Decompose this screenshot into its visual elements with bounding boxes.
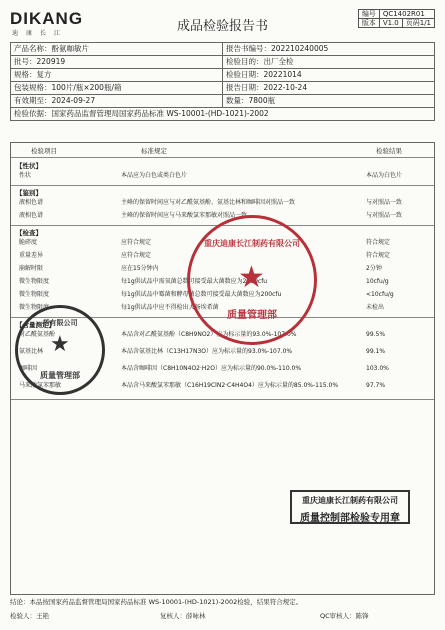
item-name: 崩解时限: [19, 265, 44, 272]
result-value: 符合规定: [366, 252, 391, 259]
company-seal-stamp: [187, 215, 317, 345]
info-cell: 数量：7800瓶: [223, 95, 435, 108]
standard-text: 每1g供试品中应不得检出大肠埃希菌: [121, 304, 219, 311]
standard-text: 每1g供试品中需氧菌总数可接受最大菌数应为2000cfu: [121, 278, 268, 285]
logo-subtitle: 迪康长江: [12, 30, 69, 37]
item-name: 对乙酰氨基酚: [19, 331, 56, 338]
info-cell: 有效期至：2024-09-27: [11, 95, 223, 108]
result-value: 10cfu/g: [366, 278, 389, 285]
item-name: 微生物限度: [19, 291, 50, 298]
standard-text: 应在15分钟内: [121, 265, 159, 272]
seal-subtext: 质量管理部: [227, 310, 277, 321]
rect-stamp-line: 质量控制部检验专用章: [300, 513, 400, 524]
document-meta: [358, 9, 435, 28]
standard-text: 主峰的保留时间应与马来酸氯苯那敏对照品一致: [121, 212, 248, 219]
standard-text: 应符合规定: [121, 239, 152, 246]
item-name: 脆碎度: [19, 239, 38, 246]
report-header: [10, 9, 435, 39]
result-value: 未检出: [366, 304, 385, 311]
department-seal-stamp: [15, 305, 105, 395]
standard-text: 每1g供试品中霉菌和酵母菌总数可接受最大菌数应为200cfu: [121, 291, 282, 298]
meta-value: QC1402R01: [379, 10, 434, 19]
info-cell: 包装规格：100片/瓶×200瓶/箱: [11, 82, 223, 95]
item-name: 氨基比林: [19, 348, 44, 355]
result-value: 97.7%: [366, 382, 386, 389]
approver-name: QC审核人：陈锋: [320, 612, 369, 620]
info-cell: 报告日期：2022-10-24: [223, 82, 435, 95]
info-cell: 检验目的：出厂全检: [223, 56, 435, 69]
standard-text: 本品含咖啡因（C8H10N4O2·H2O）应为标示量的90.0%-110.0%: [121, 365, 302, 372]
meta-value: V1.0: [379, 19, 402, 28]
divider: [11, 157, 434, 158]
item-name: 微生物限度: [19, 278, 50, 285]
seal-subtext: 质量管理部: [40, 371, 80, 380]
info-cell: 检验依据：国家药品监督管理局国家药品标准 WS-10001-(HD-1021)-2002: [11, 108, 435, 121]
seal-text: 重庆迪康长江制药有限公司: [204, 239, 300, 248]
reviewer-name: 复核人：薛咏林: [160, 612, 206, 620]
standard-text: 应符合规定: [121, 252, 152, 259]
rect-stamp-line: 重庆迪康长江制药有限公司: [302, 496, 398, 505]
item-name: 性状: [19, 172, 32, 179]
result-value: 99.1%: [366, 348, 386, 355]
info-cell: 产品名称：酚氨咖敏片: [11, 43, 223, 56]
result-value: 符合规定: [366, 239, 391, 246]
divider: [11, 399, 434, 400]
column-header: 检验项目: [31, 147, 57, 155]
result-value: <10cfu/g: [366, 291, 394, 298]
info-cell: 报告书编号：202210240005: [223, 43, 435, 56]
standard-text: 本品含对乙酰氨基酚（C8H9NO2）应为标示量的93.0%-107.0%: [121, 331, 297, 338]
result-value: 99.5%: [366, 331, 386, 338]
divider: [11, 185, 434, 186]
standard-text: 本品含氨基比林（C13H17N3O）应为标示量的93.0%-107.0%: [121, 348, 293, 355]
item-name: 液相色谱: [19, 199, 44, 206]
item-name: 微生物限度: [19, 304, 50, 311]
conclusion-text: 结论：本品按国家药品监督管理局国家药品标准 WS-10001-(HD-1021)-2002检验，结果符合规定。: [10, 598, 303, 606]
section-header: 【性状】: [16, 162, 42, 170]
standard-text: 本品应为白色或类白色片: [121, 172, 188, 179]
standard-text: 本品含马来酸氯苯那敏（C16H19ClN2·C4H4O4）应为标示量的85.0%-115.0%: [121, 382, 339, 389]
logo-mark: DIKANG: [10, 9, 84, 28]
item-name: 马来酸氯苯那敏: [19, 382, 62, 389]
info-cell: 检验日期：20221014: [223, 69, 435, 82]
star-icon: ★: [50, 332, 70, 357]
info-cell: 规格：复方: [11, 69, 223, 82]
item-name: 咖啡因: [19, 365, 38, 372]
standard-text: 主峰的保留时间应与对乙酰氨基酚、氨基比林和咖啡因对照品一致: [121, 199, 296, 206]
meta-label: 版本: [358, 19, 379, 28]
result-value: 103.0%: [366, 365, 389, 372]
report-title: 成品检验报告书: [176, 19, 268, 34]
column-header: 检验结果: [376, 147, 402, 155]
section-header: 【鉴别】: [16, 189, 42, 197]
column-header: 标准规定: [141, 147, 167, 155]
result-value: 与对照品一致: [366, 212, 403, 219]
star-icon: ★: [238, 260, 265, 295]
meta-value: 页码1/1: [402, 19, 434, 28]
result-value: 本品为白色片: [366, 172, 403, 179]
seal-text: 药有限公司: [42, 319, 78, 327]
section-header: 【检查】: [16, 229, 42, 237]
result-value: 2分钟: [366, 265, 382, 272]
info-cell: 批号：220919: [11, 56, 223, 69]
inspector-name: 检验人：王艳: [10, 612, 49, 620]
item-name: 液相色谱: [19, 212, 44, 219]
inspection-rect-stamp: [290, 490, 410, 524]
result-value: 与对照品一致: [366, 199, 403, 206]
meta-label: 编号: [358, 10, 379, 19]
item-name: 重量差异: [19, 252, 44, 259]
section-header: 【含量测定】: [16, 321, 55, 329]
info-table: [10, 42, 435, 121]
